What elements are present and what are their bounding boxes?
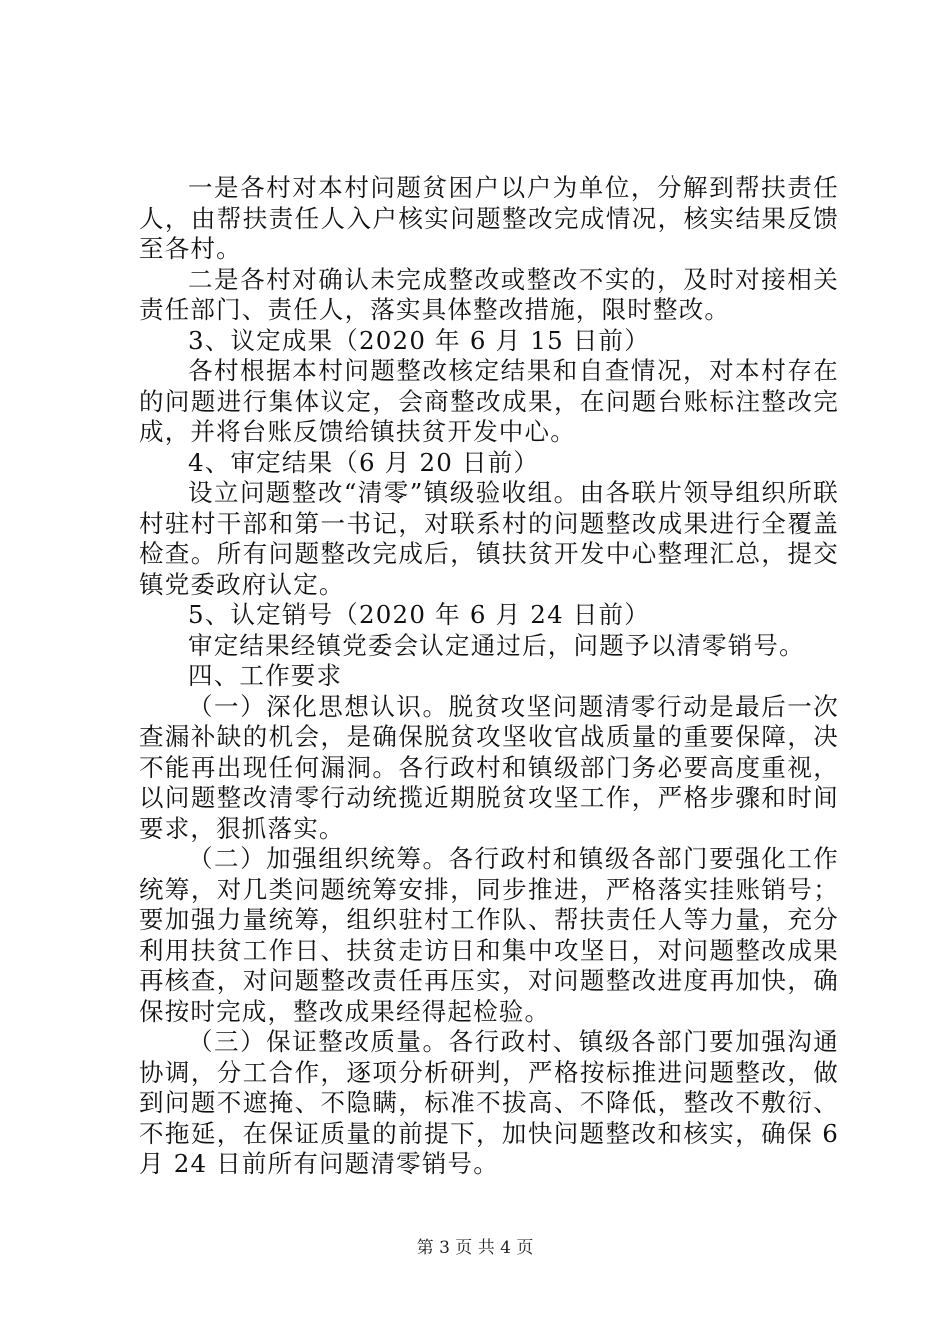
heading-section-4: 四、工作要求 bbox=[188, 661, 343, 690]
paragraph-requirement-3: （三）保证整改质量。各行政村、镇级各部门要加强沟通协调，分工合作，逐项分析研判，严格按标推进问题整改，做到问题不遮掩、不隐瞒，标准不拔高、不降低，整改不敷衍、不拖延，在保证质量的前提下，加快问题整改和核实，确保 6 月 24 日前所有问题清零销号。 bbox=[139, 1027, 848, 1178]
page-number-footer: 第 3 页 共 4 页 bbox=[416, 1238, 534, 1258]
paragraph-rectification-followup: 二是各村对确认未完成整改或整改不实的，及时对接相关责任部门、责任人，落实具体整改措施，限时整改。 bbox=[139, 264, 839, 324]
paragraph-clearance: 审定结果经镇党委会认定通过后，问题予以清零销号。 bbox=[188, 630, 805, 660]
paragraph-requirement-2: （二）加强组织统筹。各行政村和镇级各部门要强化工作统筹，对几类问题统筹安排，同步推进，严格落实挂账销号；要加强力量统筹，组织驻村工作队、帮扶责任人等力量，充分利用扶贫工作日、扶贫走访日和集中攻坚日，对问题整改成果再核查，对问题整改责任再压实，对问题整改进度再加快，确保按时完成，整改成果经得起检验。 bbox=[139, 844, 839, 1026]
paragraph-acceptance-group: 设立问题整改“清零”镇级验收组。由各联片领导组织所联村驻村干部和第一书记，对联系村的问题整改成果进行全覆盖检查。所有问题整改完成后，镇扶贫开发中心整理汇总，提交镇党委政府认定。 bbox=[139, 478, 839, 599]
document-body bbox=[139, 173, 848, 1180]
paragraph-collective-review: 各村根据本村问题整改核定结果和自查情况，对本村存在的问题进行集体议定，会商整改成果，在问题台账标注整改完成，并将台账反馈给镇扶贫开发中心。 bbox=[139, 356, 839, 446]
heading-step-3: 3、议定成果（2020 年 6 月 15 日前） bbox=[188, 325, 650, 355]
paragraph-requirement-1: （一）深化思想认识。脱贫攻坚问题清零行动是最后一次查漏补缺的机会，是确保脱贫攻坚收官战质量的重要保障，决不能再出现任何漏洞。各行政村和镇级部门务必要高度重视，以问题整改清零行动统揽近期脱贫攻坚工作，严格步骤和时间要求，狠抓落实。 bbox=[139, 691, 839, 843]
heading-step-4: 4、审定结果（6 月 20 日前） bbox=[188, 447, 540, 477]
heading-step-5: 5、认定销号（2020 年 6 月 24 日前） bbox=[188, 600, 650, 629]
paragraph-village-verification: 一是各村对本村问题贫困户以户为单位，分解到帮扶责任人，由帮扶责任人入户核实问题整改完成情况，核实结果反馈至各村。 bbox=[139, 173, 839, 263]
